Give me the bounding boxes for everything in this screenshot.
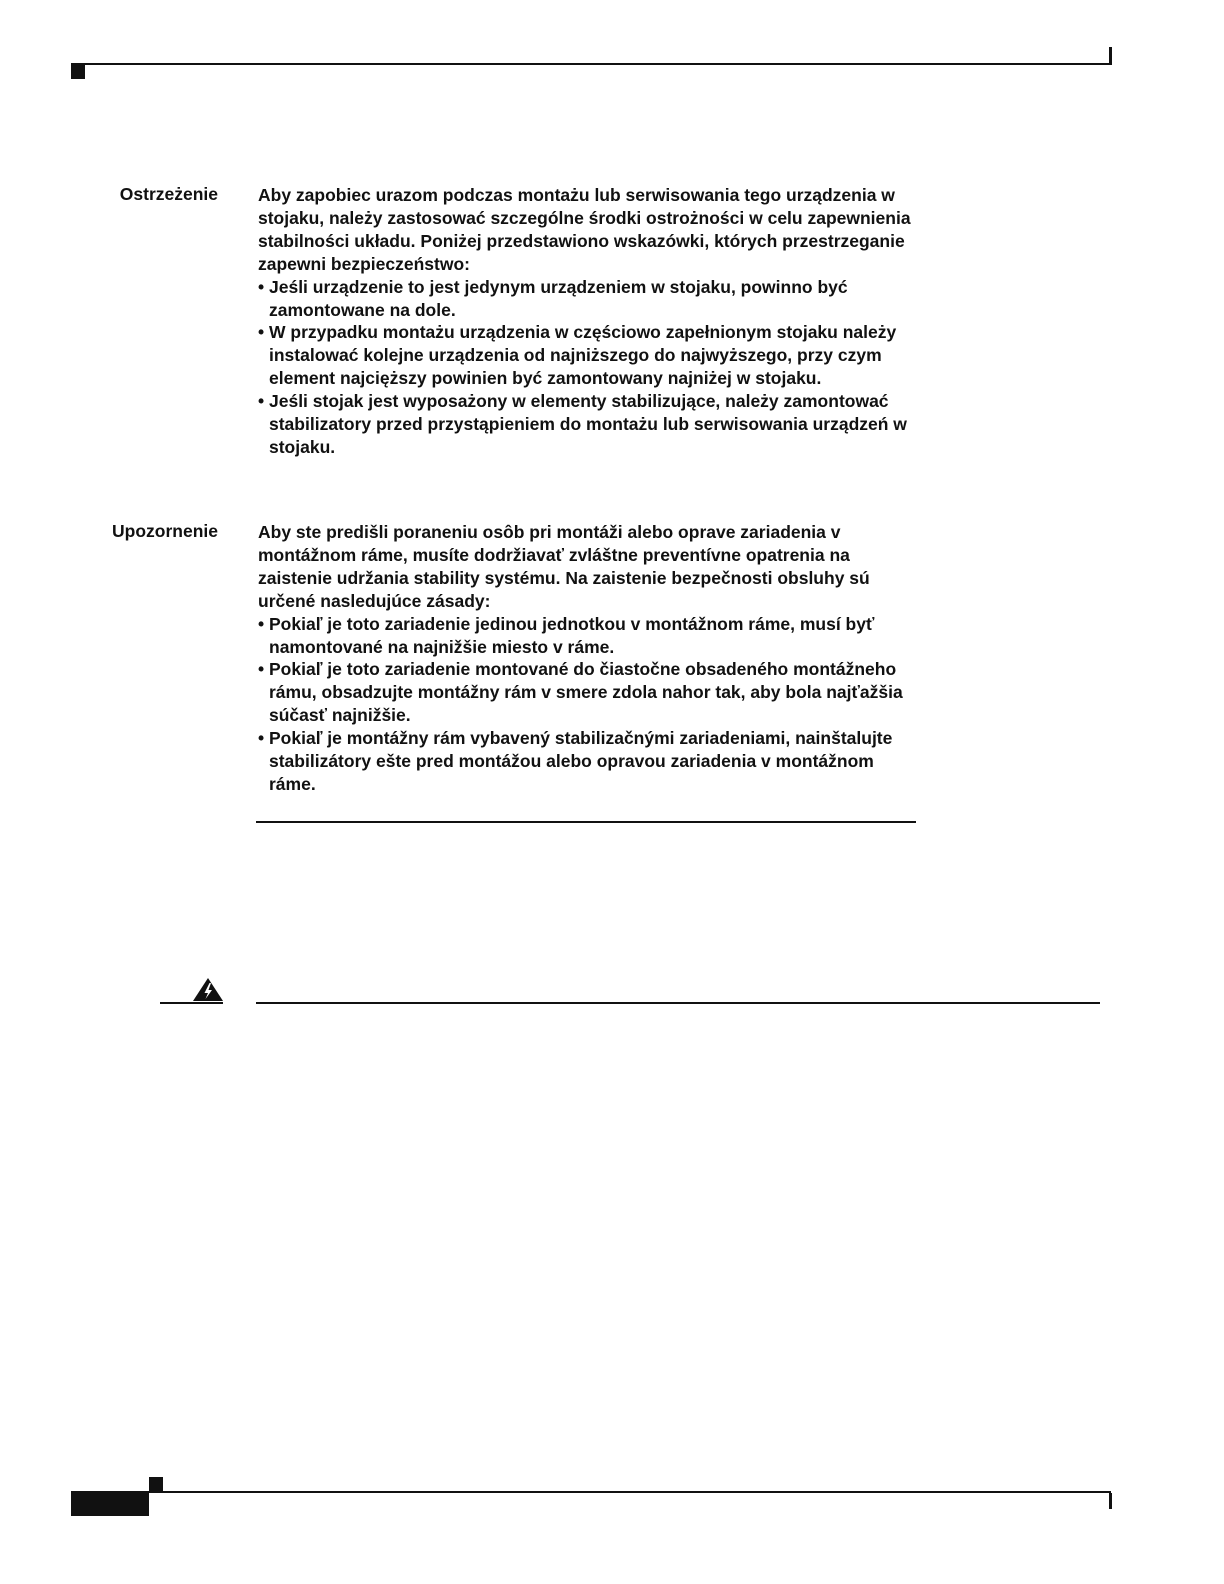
warning-bullet: • Pokiaľ je toto zariadenie jedinou jednotkou v montážnom ráme, musí byť namontované na najnižšie miesto v ráme. (258, 613, 923, 659)
warning-label: Ostrzeżenie (119, 184, 218, 204)
warning-triangle-icon (191, 977, 225, 1003)
warning-bullet: • Pokiaľ je montážny rám vybavený stabilizačnými zariadeniami, nainštalujte stabilizátory ešte pred montážou alebo opravou zariadenia v montážnom ráme. (258, 727, 923, 796)
footer-page-tab (71, 1493, 149, 1516)
header-corner-square (71, 65, 85, 79)
warning-bullet: • W przypadku montażu urządzenia w częściowo zapełnionym stojaku należy instalować kolejne urządzenia od najniższego do najwyższego, przy czym element najcięższy powinien być zamontowany najniżej w stojaku. (258, 321, 923, 390)
warning-bullet-list (258, 276, 923, 459)
warning-bullet: • Jeśli stojak jest wyposażony w elementy stabilizujące, należy zamontować stabilizatory przed przystąpieniem do montażu lub serwisowania urządzeń w stojaku. (258, 390, 923, 459)
warning-intro: Aby zapobiec urazom podczas montażu lub serwisowania tego urządzenia w stojaku, należy zastosować szczególne środki ostrożności w celu zapewnienia stabilności układu. Poniżej przedstawiono wskazówki, których przestrzeganie zapewni bezpieczeństwo: (258, 185, 911, 274)
section-end-rule (256, 821, 916, 823)
footer-rule (71, 1491, 1111, 1493)
warning-body (258, 184, 923, 459)
footer-tick-mark (1109, 1493, 1112, 1509)
warning-bullet-list (258, 613, 923, 796)
header-rule (71, 63, 1111, 65)
warning-icon-underline (160, 1002, 223, 1004)
warning-rule (256, 1002, 1100, 1004)
warning-body (258, 521, 923, 796)
warning-bullet: • Pokiaľ je toto zariadenie montované do čiastočne obsadeného montážneho rámu, obsadzujte montážny rám v smere zdola nahor tak, aby bola najťažšia súčasť najnižšie. (258, 658, 923, 727)
warning-label: Upozornenie (112, 521, 218, 541)
warning-intro: Aby ste predišli poraneniu osôb pri montáži alebo oprave zariadenia v montážnom ráme, musíte dodržiavať zvláštne preventívne opatrenia na zaistenie udržania stability systému. Na zaistenie bezpečnosti obsluhy sú určené nasledujúce zásady: (258, 522, 870, 611)
warning-bullet: • Jeśli urządzenie to jest jedynym urządzeniem w stojaku, powinno być zamontowane na dole. (258, 276, 923, 322)
footer-corner-square (149, 1477, 163, 1491)
